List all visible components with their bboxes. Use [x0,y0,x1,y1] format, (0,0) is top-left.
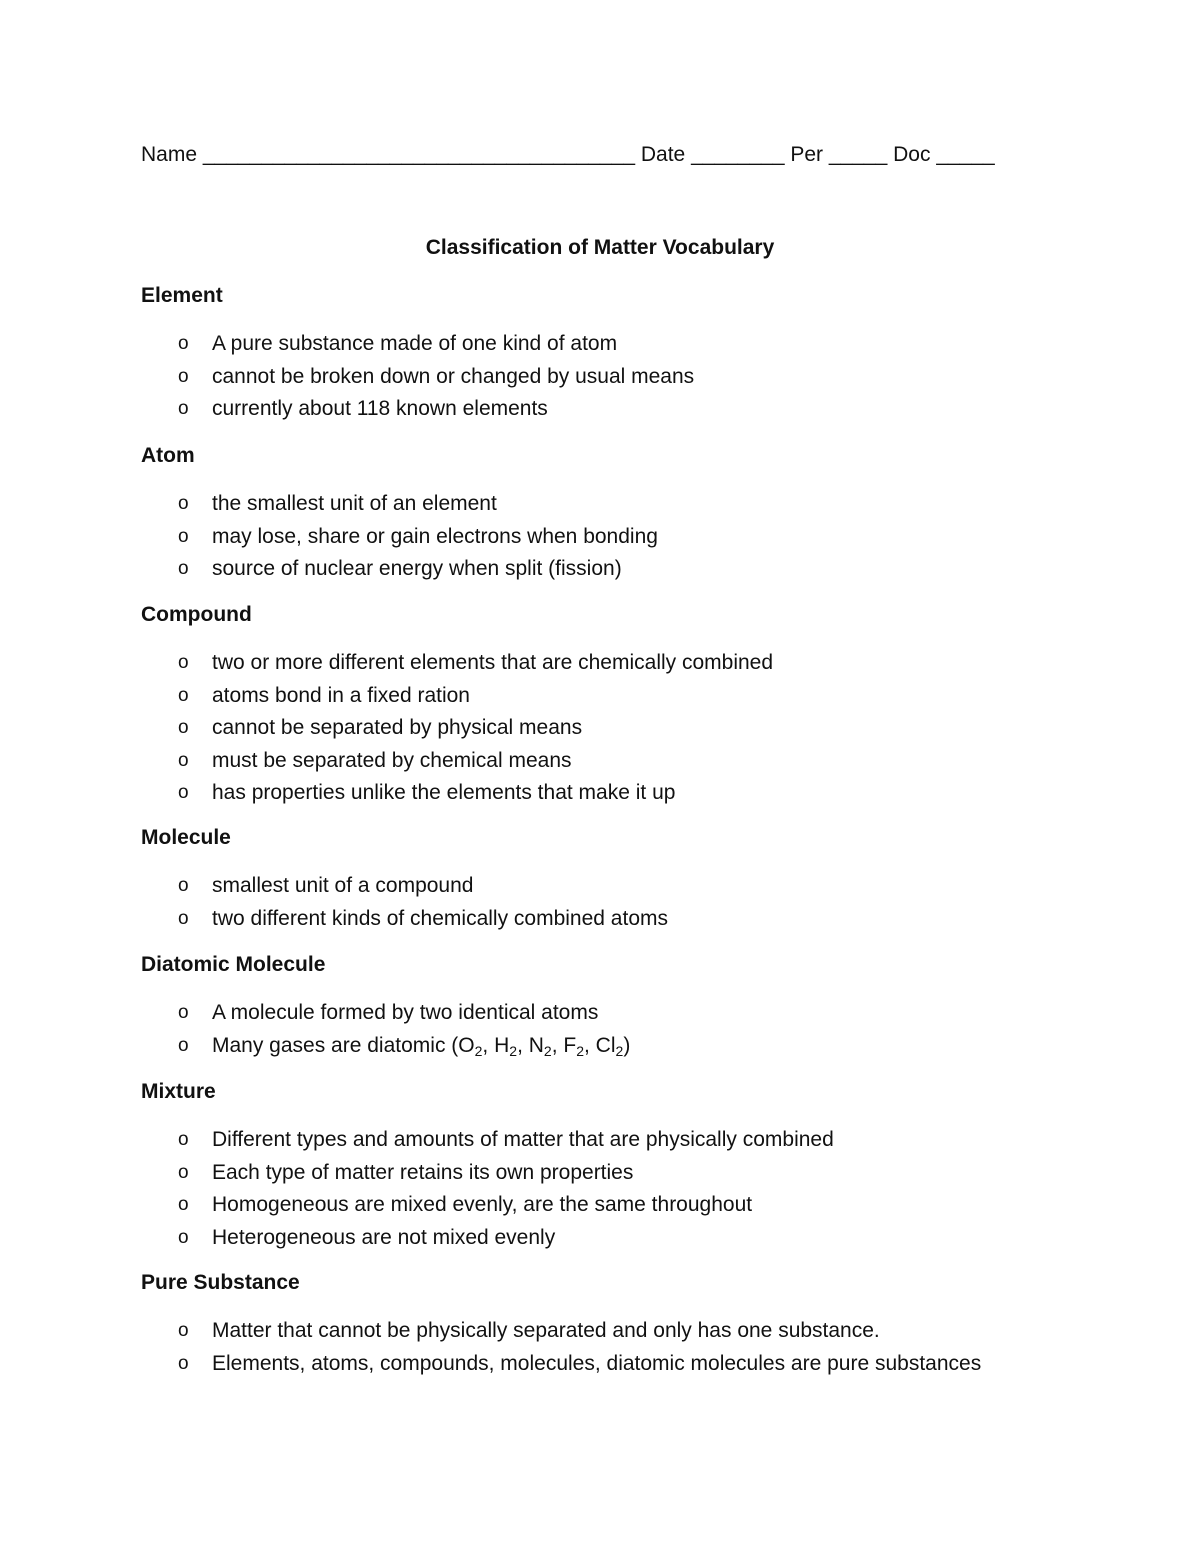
list-item-text: Different types and amounts of matter that are physically combined [212,1128,834,1151]
formula-base: Cl [595,1033,616,1057]
formula-fluorine [563,1034,584,1057]
term-heading: Pure Substance [141,1271,300,1294]
formula-subscript: 2 [576,1042,584,1059]
list-item [141,1225,1141,1258]
formula-subscript: 2 [543,1042,552,1059]
bullet-icon: o [178,1194,189,1215]
list-item [141,556,1141,589]
term-heading: Atom [141,444,195,467]
list-item-text: atoms bond in a fixed ration [212,683,470,707]
list-item [141,906,1141,939]
list-item [141,873,1141,906]
bullet-icon: o [178,1002,189,1023]
definition-list [141,1127,1141,1257]
bullet-icon: o [178,398,189,419]
list-item-text: A molecule formed by two identical atoms [212,1001,599,1024]
list-item-text: has properties unlike the elements that make it up [212,781,676,804]
bullet-icon: o [178,717,189,738]
bullet-icon: o [178,1129,189,1150]
bullet-icon: o [178,493,189,514]
formula-subscript: 2 [509,1042,518,1059]
list-item-text: Heterogeneous are not mixed evenly [212,1225,556,1249]
bullet-icon: o [178,1161,189,1183]
formula-separator: , [584,1033,596,1057]
list-item-text: currently about 118 known elements [212,397,548,420]
date-label: Date [640,143,686,166]
list-item-text: cannot be separated by physical means [212,716,583,739]
list-item [141,748,1141,781]
formula-prefix: Many gases are diatomic ( [212,1033,459,1057]
list-item-text: two or more different elements that are chemically combined [212,651,774,674]
list-item-text: A pure substance made of one kind of atom [212,332,618,355]
list-item-text: may lose, share or gain electrons when bonding [212,524,658,548]
section-mixture [141,1079,1141,1257]
list-item [141,683,1141,716]
list-item-text: smallest unit of a compound [212,874,474,897]
bullet-icon: o [178,333,189,354]
section-pure-substance [141,1270,1141,1383]
date-blank: ________ [691,143,785,166]
doc-blank: _____ [936,143,995,166]
period-blank: _____ [828,143,888,166]
formula-base: F [563,1033,577,1057]
list-item [141,1000,1141,1033]
formula-oxygen [458,1034,482,1057]
list-item-text: Elements, atoms, compounds, molecules, diatomic molecules are pure substances [212,1351,982,1375]
bullet-icon: o [178,1034,189,1056]
formula-nitrogen [529,1034,552,1057]
list-item-text: Homogeneous are mixed evenly, are the same throughout [212,1193,753,1216]
doc-label: Doc [893,143,931,166]
list-item-text: must be separated by chemical means [212,748,572,772]
term-heading: Molecule [141,826,231,849]
bullet-icon: o [178,525,189,547]
bullet-icon: o [178,782,189,803]
list-item-text: Matter that cannot be physically separated and only has one substance. [212,1319,880,1342]
list-item-text: source of nuclear energy when split (fission) [212,557,622,580]
definition-list [141,873,1141,938]
list-item [141,331,1141,364]
formula-base: N [528,1033,544,1057]
name-label: Name [141,143,198,166]
period-label: Per [790,143,824,166]
list-item-text: cannot be broken down or changed by usual means [212,364,695,388]
student-info-line [141,143,995,167]
formula-chlorine [596,1034,624,1057]
formula-subscript: 2 [474,1042,483,1059]
definition-list [141,650,1141,813]
formula-separator: , [551,1033,564,1057]
section-element [141,283,1141,429]
section-molecule [141,825,1141,938]
term-heading: Diatomic Molecule [141,953,326,976]
list-item [141,364,1141,397]
term-heading: Compound [141,603,252,626]
page-title: Classification of Matter Vocabulary [425,236,775,259]
bullet-icon: o [178,652,189,673]
definition-list [141,491,1141,589]
list-item-text [212,1034,630,1057]
bullet-icon: o [178,684,189,706]
list-item [141,1160,1141,1193]
definition-list [141,1318,1141,1383]
section-atom [141,443,1141,589]
list-item [141,1351,1141,1384]
name-blank: _____________________________________ [202,143,636,166]
bullet-icon: o [178,907,189,929]
list-item [141,650,1141,683]
bullet-icon: o [178,749,189,771]
list-item [141,715,1141,748]
list-item [141,396,1141,429]
bullet-icon: o [178,1352,189,1374]
section-compound [141,602,1141,813]
bullet-icon: o [178,558,189,579]
list-item [141,1318,1141,1351]
formula-hydrogen [494,1034,517,1057]
definition-list [141,331,1141,429]
list-item [141,491,1141,524]
list-item [141,1033,1141,1066]
list-item [141,780,1141,813]
list-item [141,1127,1141,1160]
bullet-icon: o [178,875,189,896]
list-item-text: Each type of matter retains its own properties [212,1160,634,1184]
list-item [141,524,1141,557]
formula-base: O [458,1033,475,1057]
formula-subscript: 2 [615,1042,624,1059]
list-item-text: the smallest unit of an element [212,492,497,515]
term-heading: Element [141,284,223,307]
list-item-text: two different kinds of chemically combined atoms [212,906,668,930]
bullet-icon: o [178,365,189,387]
formula-separator: , [517,1033,529,1057]
formula-suffix: ) [623,1033,631,1057]
definition-list [141,1000,1141,1065]
list-item [141,1192,1141,1225]
formula-separator: , [482,1033,495,1057]
bullet-icon: o [178,1226,189,1248]
bullet-icon: o [178,1320,189,1341]
term-heading: Mixture [141,1080,216,1103]
section-diatomic-molecule [141,952,1141,1065]
formula-base: H [494,1033,510,1057]
